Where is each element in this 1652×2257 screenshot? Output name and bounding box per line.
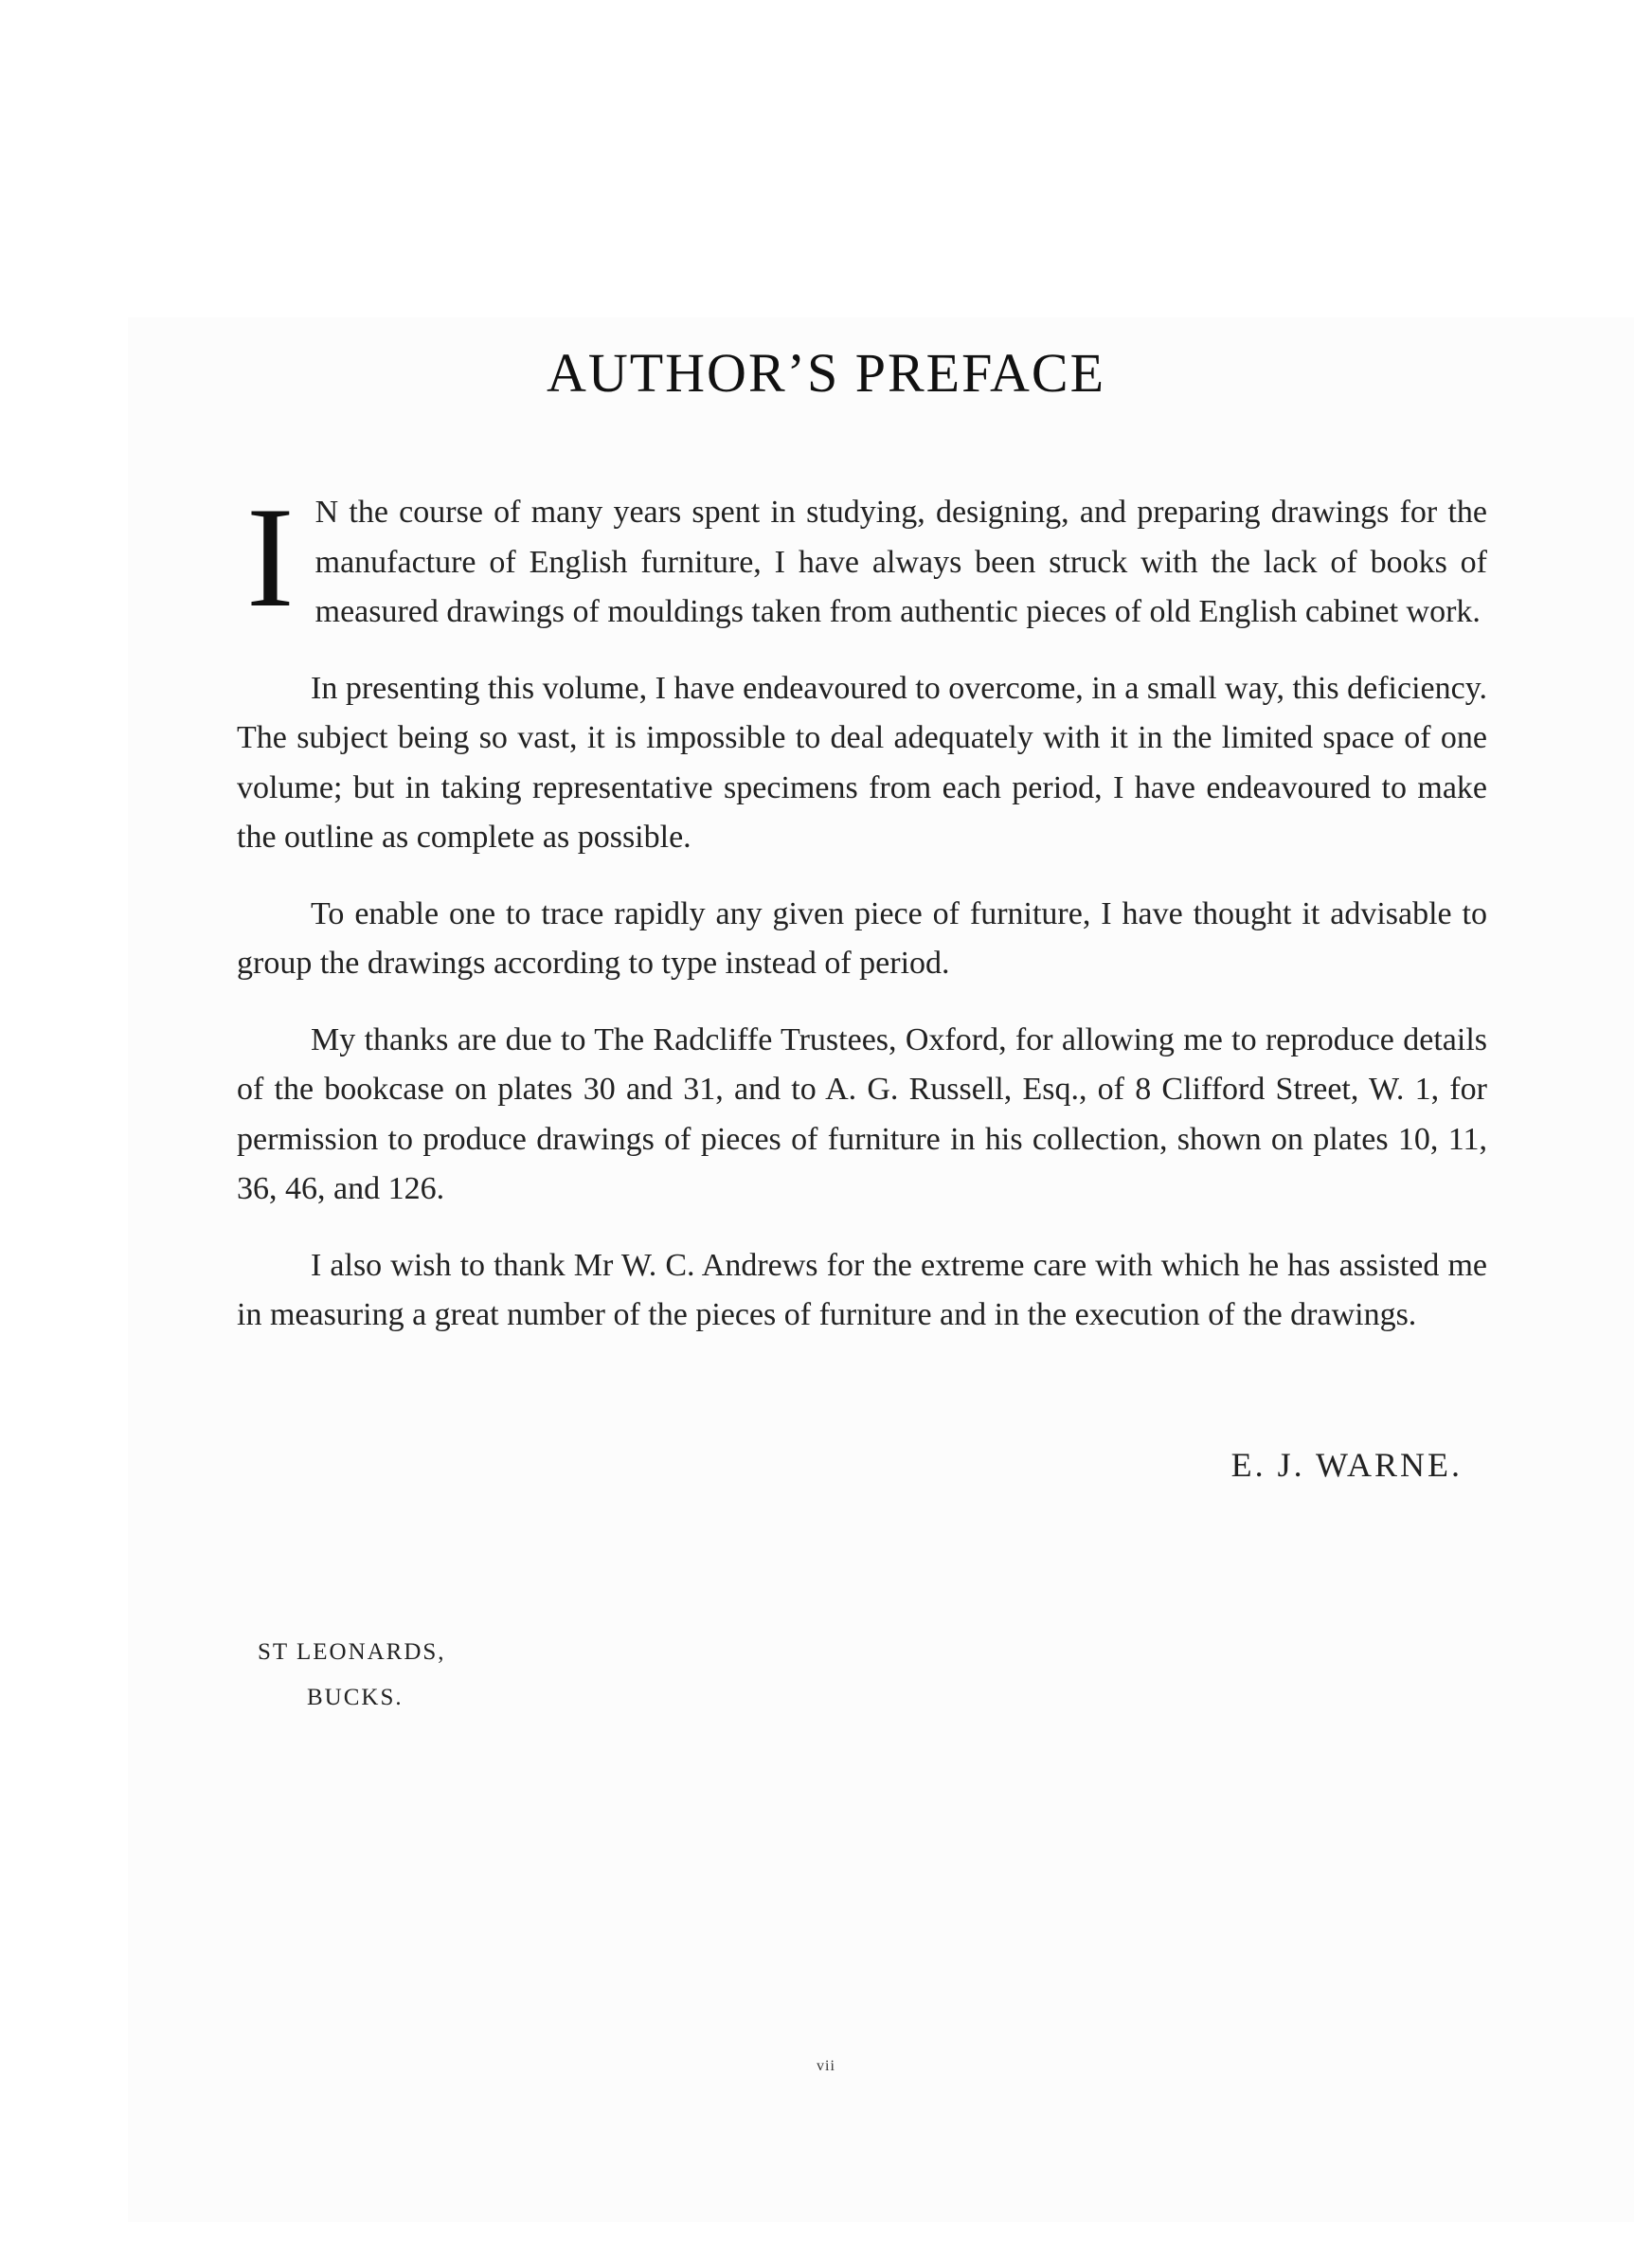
preface-paragraph-3: To enable one to trace rapidly any given piece of furniture, I have thought it advisable to group the drawings according to type instead of period.: [237, 895, 1487, 981]
address-line-1: ST LEONARDS,: [258, 1639, 446, 1665]
page-number: vii: [817, 2058, 835, 2074]
preface-body: [237, 478, 1487, 1367]
preface-paragraph-4: My thanks are due to The Radcliffe Trustees, Oxford, for allowing me to reproduce details of the bookcase on plates 30 and 31, and to A. G. Russell, Esq., of 8 Clifford Street, W. 1, for permission to produce drawings of pieces of furniture in his collection, shown on plates 10, 11, 36, 46, and 126.: [237, 1021, 1487, 1206]
author-address: [258, 1630, 446, 1721]
preface-paragraph-1: [237, 478, 1487, 638]
preface-paragraph-2: In presenting this volume, I have endeavoured to overcome, in a small way, this deficiency. The subject being so vast, it is impossible to deal adequately with it in the limited space of one volume; but in taking representative specimens from each period, I have endeavoured to make the outline as complete as possible.: [237, 670, 1487, 855]
preface-paragraph-1-text: N the course of many years spent in studying, designing, and preparing drawings for the manufacture of English furniture, I have always been struck with the lack of books of measured drawings of mouldings taken from authentic pieces of old English cabinet work.: [314, 495, 1487, 629]
drop-cap: I: [246, 478, 295, 637]
address-line-2: BUCKS.: [307, 1685, 404, 1710]
preface-paragraph-5: I also wish to thank Mr W. C. Andrews for the extreme care with which he has assisted me in measuring a great number of the pieces of furniture and in the execution of the drawings.: [237, 1247, 1487, 1332]
author-signature: E. J. WARNE.: [1230, 1446, 1463, 1484]
page-title: AUTHOR’S PREFACE: [546, 342, 1106, 404]
